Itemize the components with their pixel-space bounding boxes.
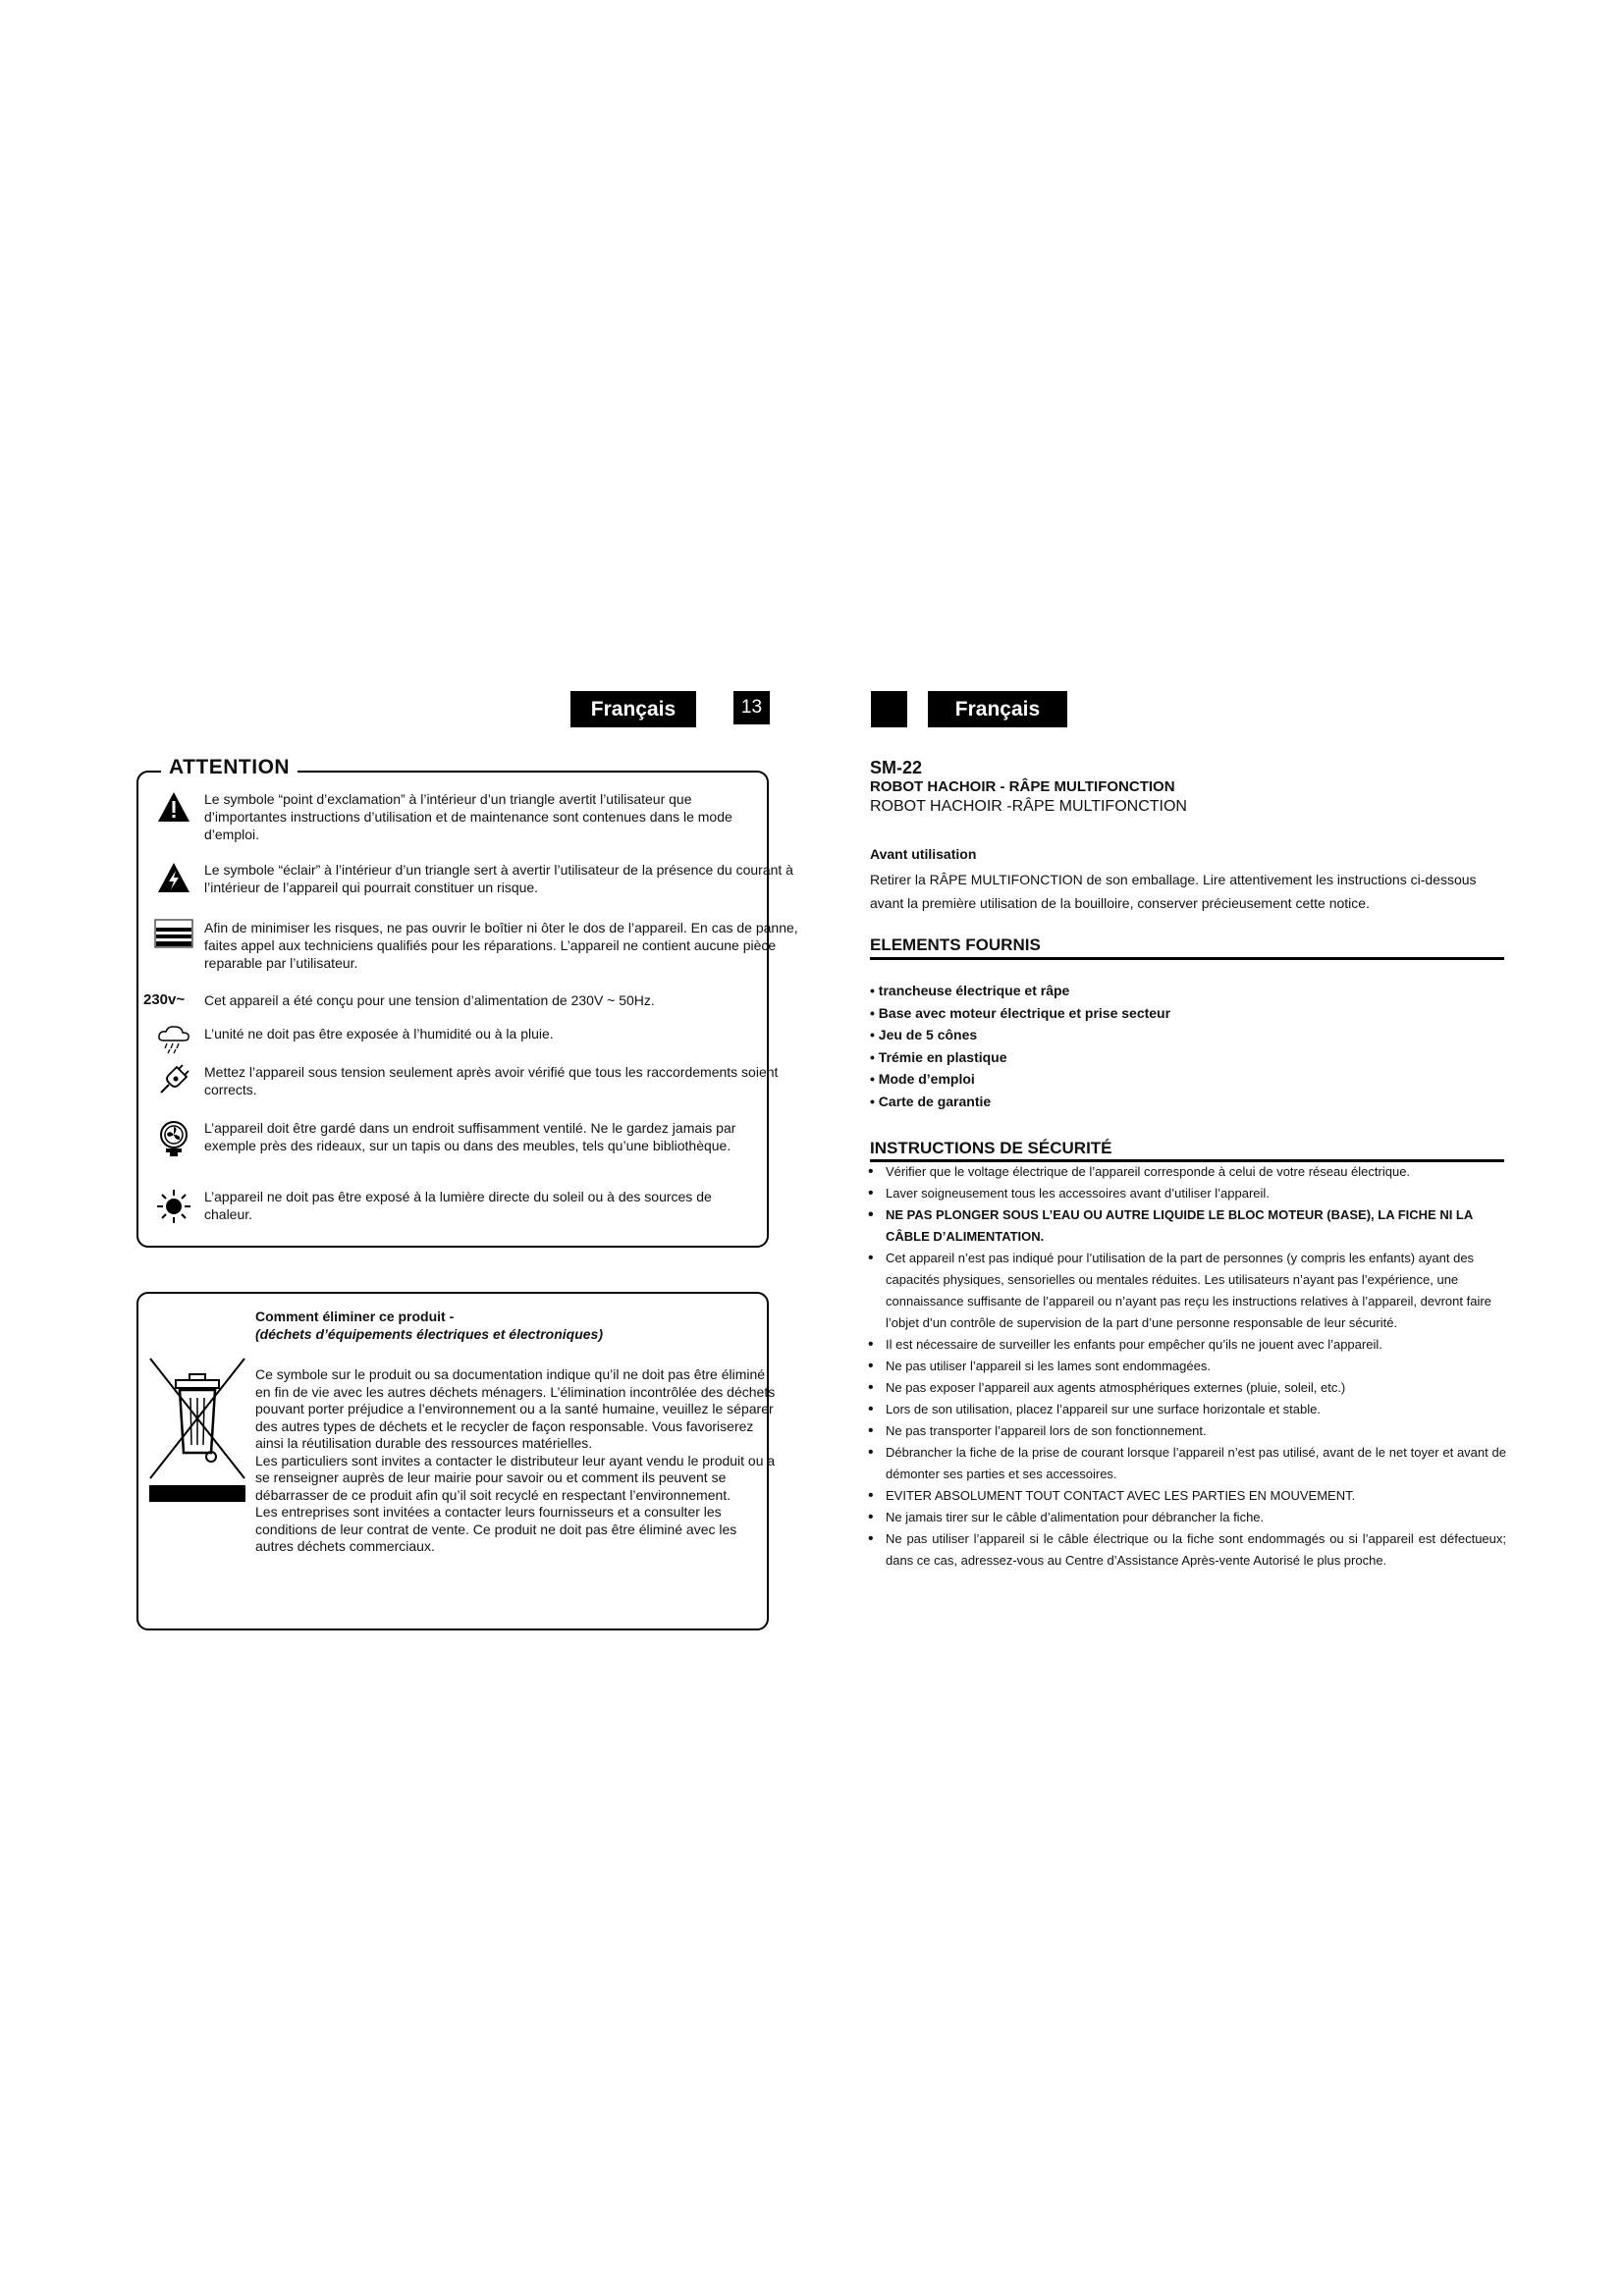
left-language-tab: Français: [570, 691, 696, 727]
list-item: • Jeu de 5 cônes: [870, 1024, 1170, 1046]
avant-title: Avant utilisation: [870, 846, 977, 862]
list-item: • Il est nécessaire de surveiller les enfants pour empêcher qu’ils ne jouent avec l’appareil.: [868, 1334, 1506, 1356]
warning-text: L’appareil ne doit pas être exposé à la lumière directe du soleil ou à des sources de chaleur.: [204, 1189, 712, 1222]
sun-icon: [155, 1188, 192, 1225]
product-title: ROBOT HACHOIR - RÂPE MULTIFONCTION: [870, 778, 1175, 795]
list-item: • Vérifier que le voltage électrique de l’appareil corresponde à celui de votre réseau électrique.: [868, 1161, 1506, 1183]
elements-heading: ELEMENTS FOURNIS: [870, 935, 1041, 954]
list-item: • NE PAS PLONGER SOUS L’EAU OU AUTRE LIQUIDE LE BLOC MOTEUR (BASE), LA FICHE NI LA CÂBLE D’ALIMENTATION.: [868, 1204, 1506, 1248]
caution-label-icon: [154, 919, 193, 948]
ventilation-icon: [157, 1119, 190, 1158]
disposal-paragraph: Les particuliers sont invites a contacter le distributeur leur ayant vendu le produit ou a se renseigner auprès de leur mairie pour savoir ou et comment ils peuvent se débarrasser de ce produit afin qu’il soit recyclé en respectant l’environnement.: [255, 1452, 776, 1503]
disposal-subtitle: (déchets d’équipements électriques et électroniques): [255, 1326, 603, 1342]
list-item: • Carte de garantie: [870, 1091, 1170, 1113]
warning-voltage: [143, 991, 811, 1009]
list-item: • trancheuse électrique et râpe: [870, 980, 1170, 1002]
warning-ventilation: [143, 1119, 811, 1158]
right-page-number-box: [871, 691, 907, 727]
bin-underbar: [149, 1485, 245, 1502]
list-item: • Débrancher la fiche de la prise de courant lorsque l’appareil n’est pas utilisé, avant de le net toyer et avant de démonter ses parties et ses accessoires.: [868, 1442, 1506, 1485]
warning-sun: [143, 1188, 811, 1225]
elements-list: [870, 980, 1170, 1112]
list-item: • EVITER ABSOLUMENT TOUT CONTACT AVEC LES PARTIES EN MOUVEMENT.: [868, 1485, 1506, 1507]
list-item: • Lors de son utilisation, placez l’appareil sur une surface horizontale et stable.: [868, 1399, 1506, 1420]
list-item: • Base avec moteur électrique et prise secteur: [870, 1002, 1170, 1025]
safety-list: [868, 1161, 1506, 1572]
warning-lightning: [143, 861, 811, 896]
list-item: • Ne pas transporter l’appareil lors de son fonctionnement.: [868, 1420, 1506, 1442]
rain-cloud-icon: [156, 1025, 191, 1054]
warning-text: L’appareil doit être gardé dans un endroit suffisamment ventilé. Ne le gardez jamais par exemple près des rideaux, sur un tapis ou dans des meubles, tels qu’une bibliothèque.: [204, 1120, 736, 1153]
warning-text: L’unité ne doit pas être exposée à l’humidité ou à la pluie.: [204, 1026, 554, 1041]
model-number: SM-22: [870, 758, 923, 777]
list-item: • Cet appareil n’est pas indiqué pour l’utilisation de la part de personnes (y compris les enfants) ayant des capacités physiques, sensorielles ou mentales réduites. Les utilisateurs n’ayant pas l’expérience, une connaissance suffisante de l’appareil ou n’ayant pas reçu les instructions relatives à l’appareil, devront faire l’objet d’un contrôle de supervision de la part d’une personne responsable de leur sécurité.: [868, 1248, 1506, 1334]
exclamation-triangle-icon: [156, 790, 191, 824]
warning-text: Le symbole “éclair” à l’intérieur d’un triangle sert à avertir l’utilisateur de la présence du courant à l’intérieur de l’appareil qui pourrait constituer un risque.: [204, 862, 793, 895]
warning-text: Afin de minimiser les risques, ne pas ouvrir le boîtier ni ôter le dos de l’appareil. En cas de panne, faites appel aux techniciens qualifiés pour les réparations. L’appareil ne contient aucune pièce reparable par l’utilisateur.: [204, 920, 798, 971]
list-item: • Laver soigneusement tous les accessoires avant d’utiliser l’appareil.: [868, 1183, 1506, 1204]
warning-connections: [143, 1063, 811, 1098]
list-item: • Trémie en plastique: [870, 1046, 1170, 1069]
voltage-icon: 230v~: [143, 991, 186, 1008]
list-item: • Ne jamais tirer sur le câble d’alimentation pour débrancher la fiche.: [868, 1507, 1506, 1528]
list-item: • Mode d’emploi: [870, 1068, 1170, 1091]
warning-exclamation: [143, 790, 811, 843]
list-item: • Ne pas exposer l’appareil aux agents atmosphériques externes (pluie, soleil, etc.): [868, 1377, 1506, 1399]
warning-text: Le symbole “point d’exclamation” à l’intérieur d’un triangle avertit l’utilisateur que d’importantes instructions d’utilisation et de maintenance sont contenues dans le mode d’emploi.: [204, 791, 732, 842]
product-subtitle: ROBOT HACHOIR -RÂPE MULTIFONCTION: [870, 798, 1187, 815]
avant-text: Retirer la RÂPE MULTIFONCTION de son emballage. Lire attentivement les instructions ci-dessous avant la première utilisation de la bouilloire, conserver précieusement cette notice.: [870, 872, 1477, 911]
warning-humidity: [143, 1025, 811, 1054]
disposal-paragraph: Ce symbole sur le produit ou sa documentation indique qu’il ne doit pas être éliminé en fin de vie avec les autres déchets ménagers. L’élimination incontrôlée des déchets pouvant porter préjudice a l’environnement ou a la santé humaine, veuillez le séparer des autres types de déchets et le recycler de façon responsable. Vous favoriserez ainsi la réutilisation durable des ressources matérielles.: [255, 1366, 776, 1451]
right-language-tab: Français: [928, 691, 1067, 727]
crossed-bin-icon: [146, 1355, 248, 1482]
lightning-triangle-icon: [156, 861, 191, 894]
warning-text: Cet appareil a été conçu pour une tension d’alimentation de 230V ~ 50Hz.: [204, 992, 655, 1008]
list-item: • Ne pas utiliser l’appareil si les lames sont endommagées.: [868, 1356, 1506, 1377]
safety-heading: INSTRUCTIONS DE SÉCURITÉ: [870, 1139, 1112, 1157]
warning-caution-label: [143, 919, 811, 972]
disposal-text: [255, 1366, 776, 1556]
list-item: • Ne pas utiliser l’appareil si le câble électrique ou la fiche sont endommagés ou si l’appareil est défectueux; dans ce cas, adressez-vous au Centre d’Assistance Après-vente Autorisé le plus proche.: [868, 1528, 1506, 1572]
elements-divider: [870, 957, 1504, 960]
warning-text: Mettez l’appareil sous tension seulement après avoir vérifié que tous les raccordements soient corrects.: [204, 1064, 779, 1097]
disposal-heading: [255, 1308, 603, 1343]
disposal-title: Comment éliminer ce produit -: [255, 1308, 455, 1324]
attention-title: ATTENTION: [161, 756, 298, 779]
disposal-paragraph: Les entreprises sont invitées a contacter leurs fournisseurs et a consulter les conditions de leur contrat de vente. Ce produit ne doit pas être éliminé avec les autres déchets commerciaux.: [255, 1504, 737, 1554]
plug-icon: [157, 1063, 190, 1096]
page-number: 13: [733, 691, 770, 724]
